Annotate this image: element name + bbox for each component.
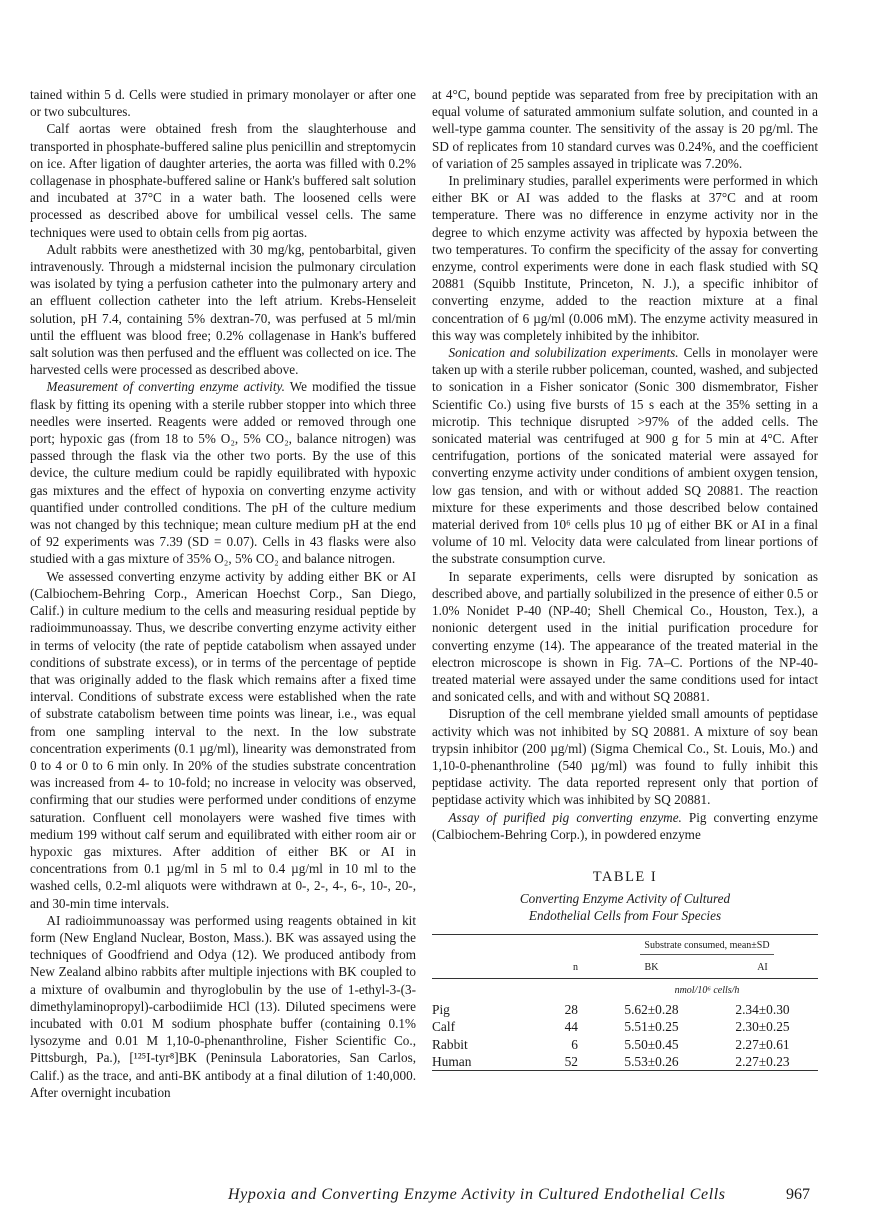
row-label: Pig [432,1002,450,1018]
header-n: n [506,957,596,979]
cell-ai: 2.34±0.30 [735,1002,790,1018]
page-number: 967 [786,1186,810,1203]
table-title: TABLE I [592,868,658,885]
cell-ai: 2.27±0.23 [707,1053,818,1071]
header-bk: BK [596,957,707,979]
paragraph: In preliminary studies, parallel experiments were performed in which either BK or AI was added to the flasks at 37°C and at room temperature. There was no difference in enzyme activity nor in the degree to which enzyme activity was affected by hypoxia between the two temperatures. To confirm the specificity of the assay for converting enzyme, control experiments were done in each flask studied with SQ 20881 (Squibb Institute, Princeton, N. J.), a specific inhibitor of converting enzyme, added to the reaction mixture at a final concentration of 6 µg/ml (0.006 mM). The enzyme activity measured in this way was completely inhibited by the inhibitor. [432,173,818,343]
paragraph-body: We modified the tissue flask by fitting its opening with a sterile rubber stopper into which three needles were inserted. Reagents were added or removed through one port; hypoxic gas (from 18 to 5% O₂, 5% CO₂, balance nitrogen) was passed through the flask via the other two ports. By the use of this device, the culture medium could be rapidly equilibrated with hypoxic gas mixtures and the effect of hypoxia on converting enzyme activity quantified under controlled conditions. The pH of the culture medium was not changed by this technique; mean culture medium pH at the end of 92 experiments was 7.39 (SD = 0.07). Cells in 43 flasks were also studied with a gas mixture of 35% O₂, 5% CO₂ and balance nitrogen. [30,379,416,567]
paragraph: at 4°C, bound peptide was separated from free by precipitation with an equal volume of saturated ammonium sulfate solution, and counted in a well-type gamma counter. The sensitivity of the assay is 20 pg/ml. The SD of replicates from 10 standard curves was 0.24%, and the coefficient of variation of 25 samples assayed in triplicate was 7.20%. [432,87,818,171]
table-caption-line: Converting Enzyme Activity of Cultured [519,891,731,907]
cell-n: 6 [571,1036,578,1052]
paragraph [432,344,818,568]
paragraph: tained within 5 d. Cells were studied in primary monolayer or after one or two subcultures. [30,87,416,120]
cell-n: 44 [564,1019,578,1035]
units-label: nmol/10⁶ cells/h [674,984,740,996]
data-table [432,934,818,1071]
cell-ai: 2.30±0.25 [735,1019,790,1035]
table-caption [432,890,818,924]
table-1 [432,869,818,1071]
paragraph: Adult rabbits were anesthetized with 30 mg/kg, pentobarbital, given intravenously. Through a midsternal incision the pulmonary circulation was isolated by tying a perfusion catheter into the pulmonary artery and an effluent collection catheter into the left atrium. Krebs-Henseleit solution, pH 7.4, containing 5% dextran-70, was perfused at 5 ml/min until the effluent was blood free; 0.2% collagenase in Hank's buffered salt solution was then perfused and the effluent was collected on ice. The harvested cells were processed as described above. [30,241,416,378]
paragraph-body: Pig converting enzyme (Calbiochem-Behring Corp.), in powdered enzyme [432,809,818,842]
section-heading: Measurement of converting enzyme activity. [46,379,285,395]
section-heading: Sonication and solubilization experiments. [448,345,679,361]
cell-bk: 5.53±0.26 [596,1053,707,1071]
table-row [432,1018,818,1035]
cell-n: 52 [506,1053,596,1071]
paragraph: AI radioimmunoassay was performed using reagents obtained in kit form (New England Nuclear, Boston, Mass.). BK was assayed using the techniques of Goodfriend and Odya (12). We produced antibody from New Zealand albino rabbits after multiple injections with BK coupled to a mixture of ovalbumin and thyroglobulin by the use of 1-ethyl-3-(3-dimethylaminopropyl)-carbodiimide HCl (13). Diluted specimens were incubated with 0.01 M sodium phosphate buffer (containing 0.1% lysozyme and 0.01 M 1,10-0-phenanthroline, Fisher Scientific Co., Pittsburgh, Pa.), [¹²⁵I-tyr⁸]BK (Peninsula Laboratories, San Carlos, Calif.) as the trace, and anti-BK antibody at a final dilution of 1:40,000. After overnight incubation [30,912,416,1100]
row-label: Calf [432,1019,456,1035]
cell-bk: 5.62±0.28 [624,1002,679,1018]
row-label: Human [432,1053,506,1071]
table-header-row [432,957,818,979]
paragraph: We assessed converting enzyme activity by adding either BK or AI (Calbiochem-Behring Corp., American Hoechst Corp., San Diego, Calif.) in culture medium to the cells and measuring residual peptide by radioimmunoassay. Thus, we describe converting enzyme activity either in terms of velocity (the rate of peptide catabolism when assayed under conditions of substrate excess), or in terms of the percentage of peptide that was originally added to the flask which remains after a fixed time interval. Conditions of substrate excess were established when the rate of substrate catabolism between time points was linear, i.e., was equal from one sampling interval to the next. In the low substrate concentration experiments (0.1 µg/ml), linearity was demonstrated from 0 to 4 or 0 to 6 min only. In 20% of the studies substrate concentration was increased from 4- to 10-fold; no increase in velocity was observed, confirming that our studies were performed under conditions of enzyme saturation. Confluent cell monolayers were washed five times with medium 199 without calf serum and equilibrated with either room air or hypoxic gas mixtures. After addition of either BK or AI in concentrations from 0.1 µg/ml in 5 ml to 0.4 µg/ml in 10 ml to the washed cells, 0.2-ml aliquots were withdrawn at 0-, 2-, 4-, 6-, 10-, 20-, and 30-min time intervals. [30,568,416,911]
right-column [432,86,818,1071]
cell-ai: 2.27±0.61 [735,1036,790,1052]
cell-bk: 5.50±0.45 [624,1036,679,1052]
units-row [432,979,818,1002]
paragraph: Disruption of the cell membrane yielded small amounts of peptidase activity which was not inhibited by SQ 20881. A mixture of soy bean trypsin inhibitor (200 µg/ml) (Sigma Chemical Co., St. Louis, Mo.) and 1,10-0-phenanthroline (540 µg/ml) was found to fully inhibit this peptidase activity. The data reported represent only that portion of peptidase activity which was inhibited by SQ 20881. [432,706,818,808]
paragraph: In separate experiments, cells were disrupted by sonication as described above, and partially solubilized in the presence of either 0.5 or 1.0% Nonidet P-40 (NP-40; Shell Chemical Co., Houston, Tex.), a nonionic detergent used in the initial purification procedure for converting enzyme (14). The appearance of the treated material in the electron microscope is shown in Fig. 7A–C. Portions of the NP-40-treated material were assayed under the same conditions used for intact and sonicated cells, and with and without SQ 20881. [432,568,818,705]
row-label: Rabbit [432,1036,468,1052]
running-title: Hypoxia and Converting Enzyme Activity in Cultured Endothelial Cells [228,1186,726,1203]
table-row [432,1001,818,1018]
section-heading: Assay of purified pig converting enzyme. [448,809,682,825]
paragraph: Calf aortas were obtained fresh from the slaughterhouse and transported in phosphate-buffered saline plus penicillin and streptomycin on ice. After ligation of daughter arteries, the aorta was filled with 0.2% collagenase in phosphate-buffered saline or Hank's buffered salt solution and incubated at 37°C in a water bath. The loosened cells were processed as described above for umbilical vessel cells. The same techniques were used to obtain cells from pig aortas. [30,121,416,240]
cell-bk: 5.51±0.25 [624,1019,679,1035]
header-ai: AI [707,957,818,979]
table-row [432,1053,818,1071]
paragraph [30,378,416,567]
paragraph [432,809,818,843]
left-column [30,86,416,1101]
header-group-label: Substrate consumed, mean±SD [640,937,773,955]
cell-n: 28 [564,1002,578,1018]
table-caption-line: Endothelial Cells from Four Species [528,908,722,924]
paragraph-body: Cells in monolayer were taken up with a sterile rubber policeman, counted, washed, and subjected to sonication in a Fisher sonicator (Sonic 300 dismembrator, Fisher Scientific Co.) using five bursts of 15 s each at the 35% setting in a microtip. This technique disrupted >97% of the added cells. The sonicated material was centrifuged at 900 g for 5 min at 4°C. After centrifugation, portions of the sonicated material were assayed for converting enzyme activity under conditions of ambient oxygen tension, low gas tension, and with or without added SQ 20881. The reaction mixture for these experiments and those described below contained material derived from 10⁶ cells plus 10 µg of either BK or AI in a final volume of 10 ml. Velocity data were calculated from linear portions of the substrate consumption curve. [432,345,818,567]
table-row [432,1036,818,1053]
table-header-group-row [432,935,818,957]
